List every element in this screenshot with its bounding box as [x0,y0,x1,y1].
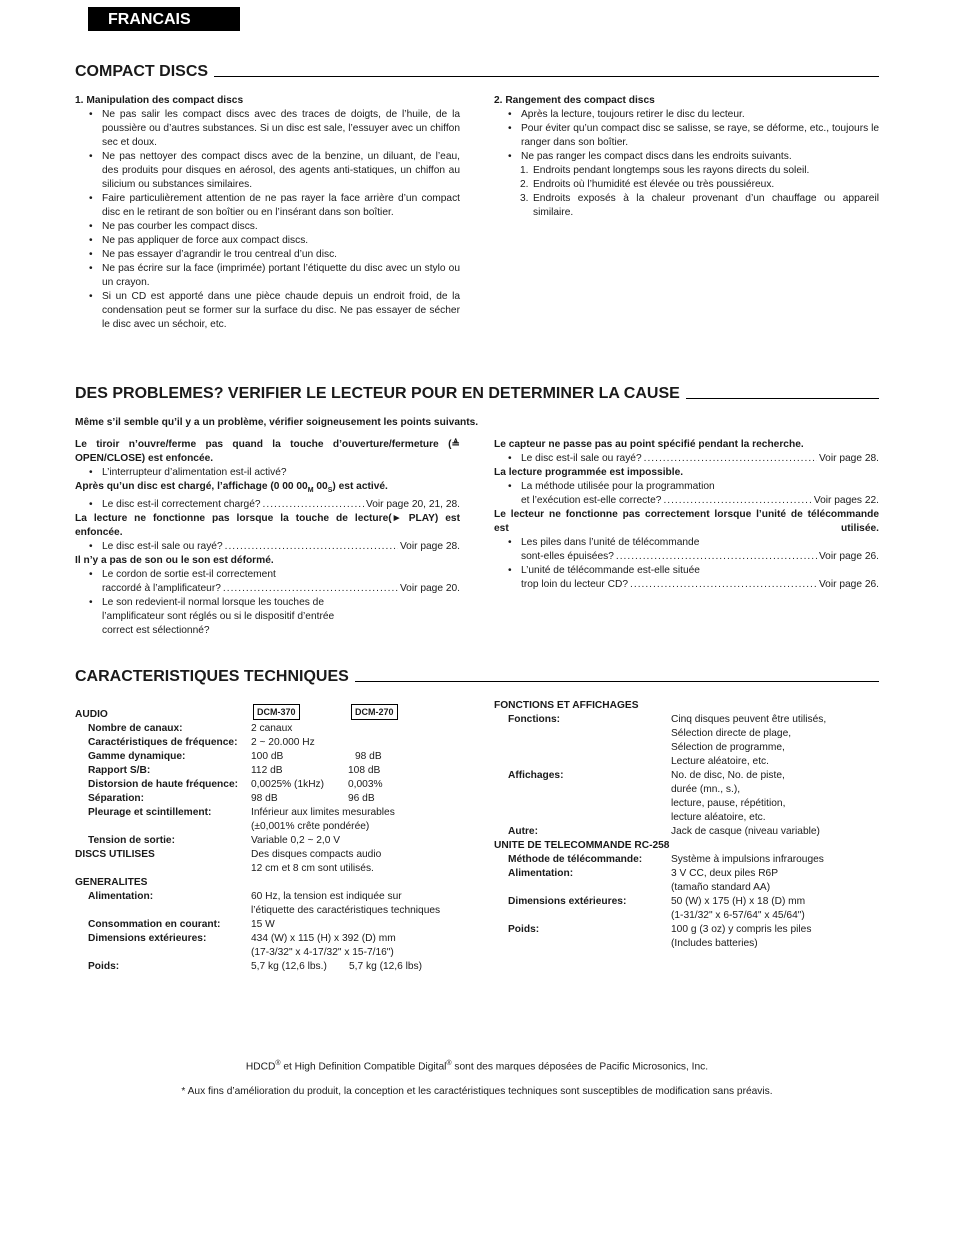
troubleshooting-title [75,385,879,403]
list-item-continuation: raccordé à l’amplificateur? ..... Voir page 20. [75,582,460,596]
problem-heading: Le tiroir n’ouvre/ferme pas quand la touche d’ouverture/fermeture (≜ OPEN/CLOSE) est enfoncée. [75,439,460,464]
specs-right-column [494,699,879,951]
disclaimer-note: * Aux fins d’amélioration du produit, la conception et les caractéristiques techniques sont susceptibles de modification sans préavis. [181,1086,773,1097]
spec-row: (1-31/32" x 6-57/64" x 45/64") [671,910,805,921]
troubleshooting-intro: Même s’il semble qu’il y a un problème, vérifier soigneusement les points suivants. [75,417,479,428]
trademark-notice: HDCD® et High Definition Compatible Digital® sont des marques déposées de Pacific Microsonics, Inc. [245,1060,709,1073]
spec-row: GENERALITES [75,877,148,888]
spec-row: Méthode de télécommande: Système à impulsions infrarouges [508,854,824,865]
list-item-continuation: et l’exécution est-elle correcte? ..... Voir pages 22. [494,494,879,508]
list-item: • Ne pas essayer d’agrandir le trou centreal d’un disc. [75,248,460,262]
list-item: • Ne pas nettoyer des compact discs avec de la benzine, un diluant, de l’eau, des produits pour disques en aérosol, des agents anti-statiques, un chiffon au silicium ou substances similaires. [75,150,460,192]
spec-row: (Includes batteries) [671,938,758,949]
list-item: • Faire particulièrement attention de ne pas rayer la face arrière d’un compact disc en le retirant de son boîtier ou en l’insérant dans son boîtier. [75,192,460,220]
spec-row: (17-3/32" x 4-17/32" x 15-7/16") [251,947,394,958]
spec-row: l’étiquette des caractéristiques techniques [251,905,441,916]
trouble-right-column [494,438,879,592]
functions-heading: FONCTIONS ET AFFICHAGES [494,700,639,711]
list-item: • Ne pas ranger les compact discs dans les endroits suivants. [494,150,879,164]
spec-row: Gamme dynamique: 100 dB 98 dB [88,751,382,762]
specs-title [75,668,879,686]
storage-section [494,94,879,220]
title-rule [355,681,879,682]
list-item: • La méthode utilisée pour la programmation [494,480,879,494]
trouble-left-column [75,438,460,638]
model-label-dcm270: DCM-270 [351,704,398,720]
spec-row: Fonctions: Cinq disques peuvent être utilisés, [508,714,827,725]
spec-row: Nombre de canaux: 2 canaux [88,723,293,734]
spec-row: 12 cm et 8 cm sont utilisés. [251,863,374,874]
list-item: • Le son redevient-il normal lorsque les touches de l’amplificateur sont réglés ou si le dispositif d’entrée correct est sélectionné? [75,596,362,638]
list-item: • Les piles dans l’unité de télécommande [494,536,879,550]
list-item: • Ne pas courber les compact discs. [75,220,460,234]
spec-row: Poids: 5,7 kg (12,6 lbs.) 5,7 kg (12,6 lbs) [88,961,423,972]
spec-row: Pleurage et scintillement: Inférieur aux limites mesurables [88,807,395,818]
list-item: • L’interrupteur d’alimentation est-il activé? [75,466,460,480]
spec-row: UNITE DE TELECOMMANDE RC-258 [494,840,670,851]
numbered-item: 2. Endroits où l’humidité est élevée ou très poussiéreux. [520,179,775,190]
list-item: • Ne pas appliquer de force aux compact discs. [75,234,460,248]
spec-row: Séparation: 98 dB 96 dB [88,793,375,804]
spec-row: Sélection directe de plage, [671,728,792,739]
spec-row: Dimensions extérieures: 50 (W) x 175 (H) x 18 (D) mm [508,896,806,907]
problem-heading: Le lecteur ne fonctionne pas correctement lorsque l’unité de télécommande est utilisée. [494,509,879,534]
list-item: • Après la lecture, toujours retirer le disc du lecteur. [494,108,879,122]
spec-row: Consommation en courant: 15 W [88,919,275,930]
handling-heading: 1. Manipulation des compact discs [75,95,244,106]
specs-left-column [75,708,475,974]
spec-row: (±0,001% crête pondérée) [251,821,370,832]
problem-heading: Le capteur ne passe pas au point spécifié pendant la recherche. [494,439,804,450]
spec-row: (tamaño standard AA) [671,882,771,893]
problem-heading: Il n’y a pas de son ou le son est déformé. [75,555,274,567]
spec-row: Poids: 100 g (3 oz) y compris les piles [508,924,812,935]
troubleshooting-title-text: DES PROBLEMES? VERIFIER LE LECTEUR POUR EN DETERMINER LA CAUSE [75,385,680,402]
list-item: • Ne pas salir les compact discs avec des traces de doigts, de l’huile, de la poussière ou d’autres substances. Si un disc est sale, l’essuyer avec un chiffon sec et doux. [75,108,460,150]
spec-row: Rapport S/B: 112 dB 108 dB [88,765,381,776]
specs-title-text: CARACTERISTIQUES TECHNIQUES [75,668,349,685]
list-item: • Le disc est-il correctement chargé? ..... Voir page 20, 21, 28. [75,498,460,512]
language-tab: FRANCAIS [88,7,240,31]
list-item: • Ne pas écrire sur la face (imprimée) portant l’étiquette du disc avec un stylo ou un crayon. [75,262,460,290]
title-rule [686,398,879,399]
audio-heading: AUDIO [75,709,108,720]
spec-row: Lecture aléatoire, etc. [671,756,769,767]
spec-row: Alimentation: 60 Hz, la tension est indiquée sur [88,891,402,902]
spec-row: durée (mn., s.), [671,784,741,795]
storage-heading: 2. Rangement des compact discs [494,95,655,106]
spec-row: Distorsion de haute fréquence: 0,0025% (1kHz) 0,003% [88,779,383,790]
list-item: • Le cordon de sortie est-il correctement [75,568,460,582]
problem-heading: La lecture ne fonctionne pas lorsque la touche de lecture(► PLAY) est enfoncée. [75,513,460,539]
problem-heading: Après qu’un disc est chargé, l’affichage (0 00 $00_M$ $00_S$) est activé. [75,481,388,495]
list-item: • L’unité de télécommande est-elle située [494,564,879,578]
compact-discs-title [75,63,879,81]
numbered-item: 3. Endroits exposés à la chaleur provenant d’un chauffage ou appareil similaire. [520,193,879,218]
spec-row: Affichages: No. de disc, No. de piste, [508,770,785,781]
compact-discs-title-text: COMPACT DISCS [75,63,209,80]
list-item: • Le disc est-il sale ou rayé? ..... Voir page 28. [75,540,460,554]
spec-row: Caractéristiques de fréquence: 2 ~ 20.000 Hz [88,737,315,748]
spec-row: Sélection de programme, [671,742,785,753]
title-rule [214,76,879,77]
list-item: • Si un CD est apporté dans une pièce chaude depuis un endroit froid, de la condensation peut se former sur la surface du disc. Ne pas essayer de sécher le disc avec un séchoir, etc. [75,290,460,332]
spec-row: DISCS UTILISES Des disques compacts audio [75,849,382,860]
list-item: • Pour éviter qu’un compact disc se salisse, se raye, se déforme, etc., toujours le ranger dans son boîtier. [494,122,879,150]
handling-section [75,94,460,332]
spec-row: lecture, pause, répétition, [671,798,786,809]
model-label-dcm370: DCM-370 [253,704,300,720]
list-item: • Le disc est-il sale ou rayé? ..... Voir page 28. [494,452,879,466]
list-item-continuation: trop loin du lecteur CD? ..... Voir page 26. [494,578,879,592]
spec-row: Dimensions extérieures: 434 (W) x 115 (H) x 392 (D) mm [88,933,396,944]
spec-row: Autre: Jack de casque (niveau variable) [508,826,820,837]
problem-heading: La lecture programmée est impossible. [494,467,684,478]
spec-row: Alimentation: 3 V CC, deux piles R6P [508,868,779,879]
numbered-item: 1. Endroits pendant longtemps sous les rayons directs du soleil. [520,165,810,176]
spec-row: lecture aléatoire, etc. [671,812,766,823]
spec-row: Tension de sortie: Variable 0,2 ~ 2,0 V [88,835,341,846]
list-item-continuation: sont-elles épuisées? ..... Voir page 26. [494,550,879,564]
